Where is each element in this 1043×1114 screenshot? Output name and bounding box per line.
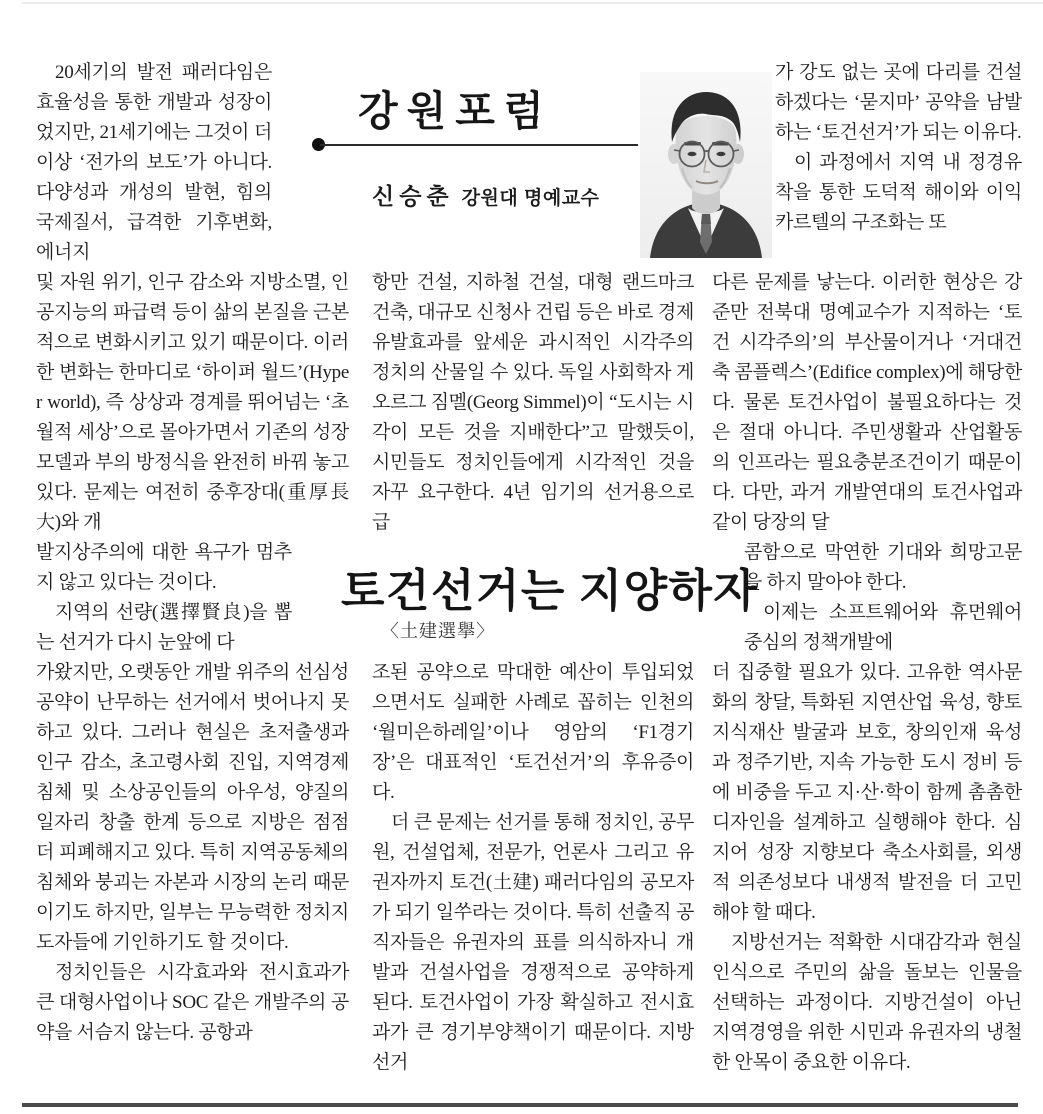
paragraph: 발지상주의에 대한 욕구가 멈추지 않고 있다는 것이다. [36,542,292,593]
right-column-segment-4 [712,658,1022,1078]
paragraph: 이 과정에서 지역 내 정경유착을 통한 도덕적 해이와 이익 카르텔의 구조화는 또 [775,152,1022,233]
left-column-segment-3 [36,538,292,658]
author-photo [640,72,772,258]
headline-hanja: 〈土建選擧〉 [381,621,495,641]
paragraph: 더 큰 문제는 선거를 통해 정치인, 공무원, 건설업체, 전문가, 언론사 그리고 유권자까지 토건(土建) 패러다임의 공모자가 되기 일쑤라는 것이다. 특히 선출직 공직자들은 유권자의 표를 의식하자니 개발과 건설사업을 경쟁적으로 공약하게 된다. 토건사업이 가장 확실하고 전시효과가 큰 경기부양책이기 때문이다. 지방선거 [372,812,694,1073]
center-column-bottom [372,658,694,1078]
paragraph: 다른 문제를 낳는다. 이러한 현상은 강준만 전북대 명예교수가 지적하는 ‘토건 시각주의’의 부산물이거나 ‘거대건축 콤플렉스’(Edifice complex)에 해당한다. 물론 토건사업이 불필요하다는 것은 절대 아니다. 주민생활과 산업활동의 인프라는 필요충분조건이기 때문이다. 다만, 과거 개발연대의 토건사업과 같이 당장의 달 [712,272,1022,533]
author-role: 강원대 명예교수 [461,188,600,209]
byline [372,178,632,211]
paragraph: 가 강도 없는 곳에 다리를 건설하겠다는 ‘묻지마’ 공약을 남발하는 ‘토건선거’가 되는 이유다. [775,62,1022,143]
forum-title: 강원포럼 [358,88,553,134]
paragraph: 항만 건설, 지하철 건설, 대형 랜드마크 건축, 대규모 신청사 건립 등은 바로 경제유발효과를 앞세운 과시적인 시각주의 정치의 산물일 수 있다. 독일 사회학자 게오르그 짐멜(Georg Simmel)이 “도시는 시각이 모든 것을 지배한다”고 말했듯이, 시민들도 정치인들에게 시각적인 것을 자꾸 요구한다. 4년 임기의 선거용으로 급 [372,272,694,533]
paragraph: 가왔지만, 오랫동안 개발 위주의 선심성 공약이 난무하는 선거에서 벗어나지 못하고 있다. 그러나 현실은 초저출생과 인구 감소, 초고령사회 진입, 지역경제 침체 및 소상공인들의 아우성, 양질의 일자리 창출 한계 등으로 지방은 점점 더 피폐해지고 있다. 특히 지역공동체의 침체와 붕괴는 자본과 시장의 논리 때문이기도 하지만, 일부는 무능력한 정치지도자들에 기인하기도 할 것이다. [36,662,349,953]
article-headline: 토건선거는 지양하자 [341,566,759,616]
paragraph: 지방선거는 적확한 시대감각과 현실 인식으로 주민의 삶을 돌보는 인물을 선택하는 과정이다. 지방건설이 아닌 지역경영을 위한 시민과 유권자의 냉철한 안목이 중요한 이유다. [712,932,1022,1073]
forum-title-rule [320,144,638,146]
center-column-top [372,268,694,538]
left-column-segment-4 [36,658,349,1048]
right-column-segment-2 [712,268,1022,538]
paragraph: 콤함으로 막연한 기대와 희망고문을 하지 말아야 한다. [744,542,1022,593]
paragraph: 더 집중할 필요가 있다. 고유한 역사문화의 창달, 특화된 지연산업 육성, 향토지식재산 발굴과 보호, 창의인재 육성과 정주기반, 지속 가능한 도시 정비 등에 비중을 두고 지·산·학이 함께 촘촘한 디자인을 설계하고 실행해야 한다. 심지어 성장 지향보다 축소사회를, 외생적 의존성보다 내생적 발전을 더 고민해야 할 때다. [712,662,1022,923]
paragraph: 조된 공약으로 막대한 예산이 투입되었으면서도 실패한 사례로 꼽히는 인천의 ‘월미은하레일’이나 영암의 ‘F1경기장’은 대표적인 ‘토건선거’의 후유증이다. [372,662,694,803]
right-column-segment-3 [744,538,1022,658]
author-name: 신승춘 [372,183,454,209]
top-divider [22,2,1043,4]
paragraph: 및 자원 위기, 인구 감소와 지방소멸, 인공지능의 파급력 등이 삶의 본질을 근본적으로 변화시키고 있기 때문이다. 이러한 변화는 한마디로 ‘하이퍼 월드’(Hyper world), 즉 상상과 경계를 뛰어넘는 ‘초월적 세상’으로 몰아가면서 기존의 성장모델과 부의 방정식을 완전히 바꿔 놓고 있다. 문제는 여전히 중후장대(重厚長大)와 개 [36,272,349,533]
paragraph: 지역의 선량(選擇賢良)을 뽑는 선거가 다시 눈앞에 다 [36,602,292,653]
paragraph: 이제는 소프트웨어와 휴먼웨어 중심의 정책개발에 [744,602,1022,653]
left-column-segment-1 [36,58,272,268]
left-column-segment-2 [36,268,349,538]
right-column-segment-1 [775,58,1022,238]
bottom-divider [22,1103,1018,1107]
paragraph: 정치인들은 시각효과와 전시효과가 큰 대형사업이나 SOC 같은 개발주의 공약을 서슴지 않는다. 공항과 [36,962,349,1043]
paragraph: 20세기의 발전 패러다임은 효율성을 통한 개발과 성장이었지만, 21세기에는 그것이 더 이상 ‘전가의 보도’가 아니다. 다양성과 개성의 발현, 힘의 국제질서, 급격한 기후변화, 에너지 [36,62,272,263]
